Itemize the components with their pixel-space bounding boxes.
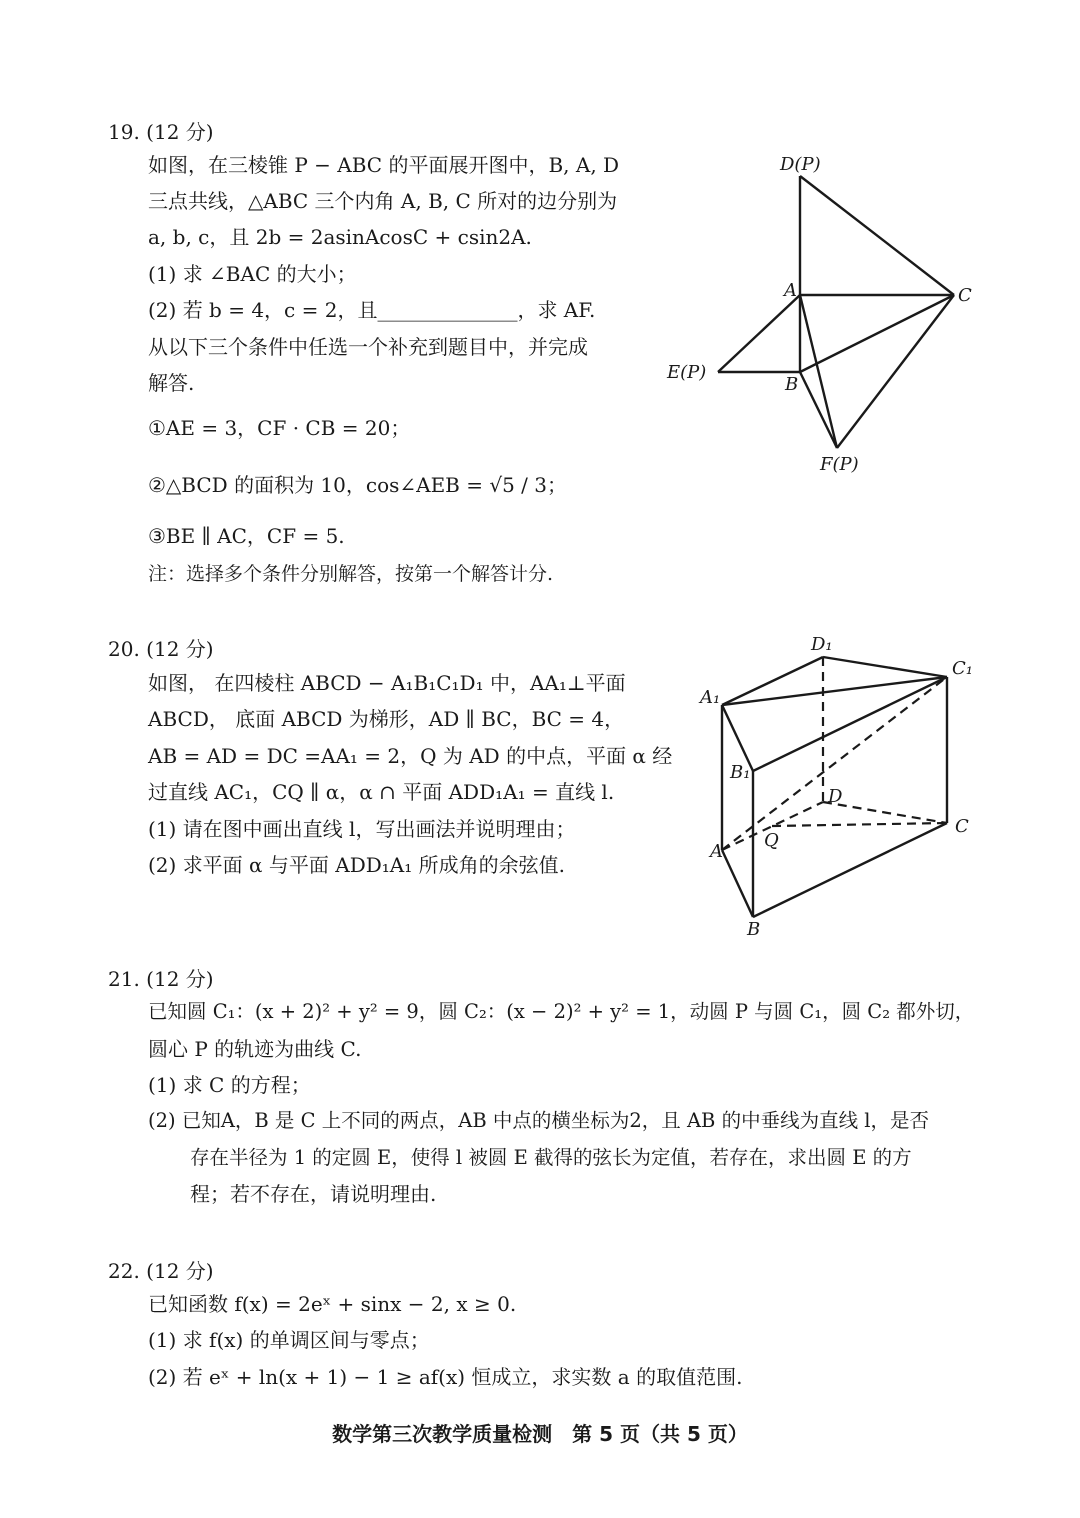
q19-line-3: a, b, c，且 2b = 2asinAcosC + csin2A. [148, 225, 532, 249]
q19-edge-BC [800, 295, 954, 372]
q20-label-A1: A₁ [700, 687, 721, 708]
page-footer: 数学第三次教学质量检测 第 5 页（共 5 页） [332, 1422, 748, 1446]
q19-edge-EA [718, 295, 800, 372]
q19-note: 注：选择多个条件分别解答，按第一个解答计分. [148, 563, 554, 585]
q20-label-C1: C₁ [952, 658, 973, 679]
q19-line-5: (2) 若 b = 4，c = 2，且______________，求 AF. [148, 298, 596, 322]
q19-edge-AF [800, 295, 837, 448]
q19-figure [650, 140, 990, 485]
q20-line-6: (2) 求平面 α 与平面 ADD₁A₁ 所成角的余弦值. [148, 853, 565, 877]
q19-heading: 19. (12 分) [108, 120, 214, 144]
q19-line-7: 解答. [148, 371, 195, 395]
q19-label-B: B [785, 374, 799, 395]
q20-edge-A1C1 [722, 677, 947, 705]
q20-label-D: D [828, 786, 843, 807]
q20-line-2: ABCD， 底面 ABCD 为梯形，AD ∥ BC，BC = 4， [148, 707, 625, 731]
q20-label-A: A [710, 841, 723, 862]
q19-condition-1: ①AE = 3，CF · CB = 20； [148, 416, 411, 440]
q20-edge-QC [772, 823, 947, 826]
q19-label-C: C [958, 285, 972, 306]
q19-edge-BF [800, 372, 837, 448]
q20-label-B1: B₁ [730, 762, 751, 783]
q19-label-A: A [784, 280, 797, 301]
q19-line-6: 从以下三个条件中任选一个补充到题目中，并完成 [148, 335, 588, 359]
q20-label-C: C [955, 816, 969, 837]
q20-label-B: B [747, 919, 761, 940]
q21-line-6: 程；若不存在，请说明理由. [190, 1182, 437, 1206]
q21-line-5: 存在半径为 1 的定圆 E，使得 l 被圆 E 截得的弦长为定值，若存在，求出圆 E 的方 [190, 1146, 912, 1169]
q19-edge-DC [800, 176, 954, 295]
q21-heading: 21. (12 分) [108, 967, 214, 991]
q20-line-1: 如图， 在四棱柱 ABCD − A₁B₁C₁D₁ 中，AA₁⊥平面 [148, 671, 626, 695]
q20-edge-B1C1 [753, 677, 947, 771]
q22-line-1: 已知函数 f(x) = 2eˣ + sinx − 2, x ≥ 0. [148, 1292, 517, 1316]
q19-label-D: D(P) [780, 154, 821, 175]
q20-edge-AB [722, 850, 753, 917]
q20-heading: 20. (12 分) [108, 637, 214, 661]
q20-edge-BC [753, 823, 947, 917]
q19-line-2: 三点共线，△ABC 三个内角 A, B, C 所对的边分别为 [148, 189, 618, 213]
q20-label-D1: D₁ [811, 634, 833, 655]
q20-figure [690, 630, 990, 940]
q20-edge-D1C1 [823, 657, 947, 677]
q19-condition-2: ②△BCD 的面积为 10，cos∠AEB = √5 / 3； [148, 473, 568, 497]
q21-line-4: (2) 已知A，B 是 C 上不同的两点，AB 中点的横坐标为2，且 AB 的中垂线为直线 l，是否 [148, 1109, 930, 1132]
q22-line-2: (1) 求 f(x) 的单调区间与零点； [148, 1328, 430, 1352]
q20-line-4: 过直线 AC₁，CQ ∥ α，α ∩ 平面 ADD₁A₁ = 直线 l. [148, 780, 615, 804]
q19-line-1: 如图，在三棱锥 P − ABC 的平面展开图中，B, A, D [148, 153, 620, 177]
q22-heading: 22. (12 分) [108, 1259, 214, 1283]
q19-edge-FC [837, 295, 954, 448]
q19-line-4: (1) 求 ∠BAC 的大小； [148, 262, 357, 286]
q19-label-E: E(P) [667, 362, 707, 383]
q21-line-3: (1) 求 C 的方程； [148, 1073, 311, 1097]
q19-label-F: F(P) [820, 454, 859, 475]
q21-line-1: 已知圆 C₁：(x + 2)² + y² = 9，圆 C₂：(x − 2)² + y² = 1，动圆 P 与圆 C₁，圆 C₂ 都外切， [148, 1000, 975, 1023]
q20-label-Q: Q [764, 830, 779, 851]
q19-condition-3: ③BE ∥ AC，CF = 5. [148, 524, 345, 548]
q20-line-5: (1) 请在图中画出直线 l，写出画法并说明理由； [148, 817, 576, 841]
q22-line-3: (2) 若 eˣ + ln(x + 1) − 1 ≥ af(x) 恒成立，求实数 a 的取值范围. [148, 1365, 743, 1389]
q21-line-2: 圆心 P 的轨迹为曲线 C. [148, 1037, 362, 1061]
q20-line-3: AB = AD = DC =AA₁ = 2，Q 为 AD 的中点，平面 α 经 [148, 744, 673, 768]
